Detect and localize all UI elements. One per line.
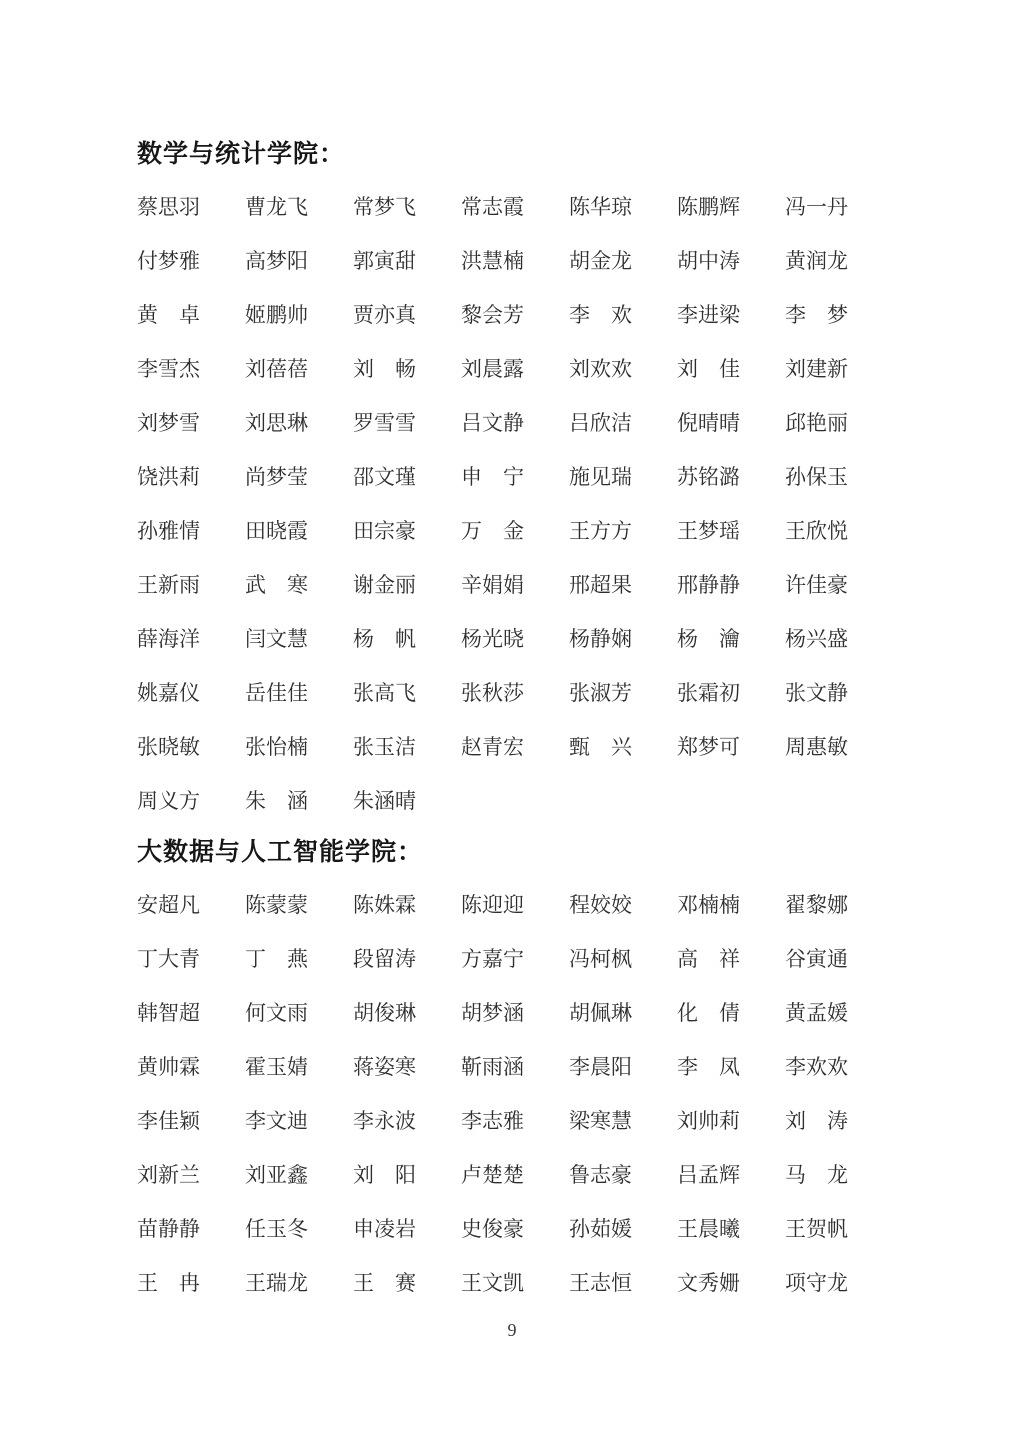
student-name: 饶洪莉 xyxy=(137,465,200,489)
student-name: 李雪杰 xyxy=(137,357,200,381)
student-name: 苏铭潞 xyxy=(677,465,740,489)
page-number: 9 xyxy=(507,1320,517,1340)
student-name: 冯柯枫 xyxy=(569,947,632,971)
student-name: 丁 燕 xyxy=(245,947,308,971)
student-name: 邢超果 xyxy=(569,573,632,597)
student-name: 翟黎娜 xyxy=(785,893,848,917)
student-name: 王文凯 xyxy=(461,1271,524,1295)
student-name: 申 宁 xyxy=(461,465,524,489)
student-name: 靳雨涵 xyxy=(461,1055,524,1079)
student-name: 任玉冬 xyxy=(245,1217,308,1241)
student-name: 王贺帆 xyxy=(785,1217,848,1241)
student-name: 孙保玉 xyxy=(785,465,848,489)
section-title-math-stats: 数学与统计学院： xyxy=(137,140,346,168)
student-name: 郑梦可 xyxy=(677,735,740,759)
student-name: 刘 阳 xyxy=(353,1163,416,1187)
student-name: 李欢欢 xyxy=(785,1055,848,1079)
student-name: 邢静静 xyxy=(677,573,740,597)
student-name: 孙雅情 xyxy=(137,519,200,543)
student-name: 陈蒙蒙 xyxy=(245,893,308,917)
student-name: 安超凡 xyxy=(137,893,200,917)
student-name: 张晓敏 xyxy=(137,735,200,759)
student-name: 刘 畅 xyxy=(353,357,416,381)
student-name: 苗静静 xyxy=(137,1217,200,1241)
student-name: 张文静 xyxy=(785,681,848,705)
student-name: 孙茹媛 xyxy=(569,1217,632,1241)
student-name: 杨兴盛 xyxy=(785,627,848,651)
student-name: 邱艳丽 xyxy=(785,411,848,435)
student-name: 刘帅莉 xyxy=(677,1109,740,1133)
student-name: 刘蓓蓓 xyxy=(245,357,308,381)
student-name: 胡梦涵 xyxy=(461,1001,524,1025)
student-name: 张玉洁 xyxy=(353,735,416,759)
student-name: 李志雅 xyxy=(461,1109,524,1133)
student-name: 胡中涛 xyxy=(677,249,740,273)
student-name: 项守龙 xyxy=(785,1271,848,1295)
student-name: 刘新兰 xyxy=(137,1163,200,1187)
student-name: 辛娟娟 xyxy=(461,573,524,597)
student-name: 申凌岩 xyxy=(353,1217,416,1241)
student-name: 吕文静 xyxy=(461,411,524,435)
student-name: 洪慧楠 xyxy=(461,249,524,273)
student-name: 胡俊琳 xyxy=(353,1001,416,1025)
student-name: 常志霞 xyxy=(461,195,524,219)
student-name: 李晨阳 xyxy=(569,1055,632,1079)
student-name: 薛海洋 xyxy=(137,627,200,651)
student-name: 周义方 xyxy=(137,789,200,813)
student-name: 黄孟媛 xyxy=(785,1001,848,1025)
student-name: 方嘉宁 xyxy=(461,947,524,971)
student-name: 吕孟辉 xyxy=(677,1163,740,1187)
student-name: 付梦雅 xyxy=(137,249,200,273)
student-name: 姚嘉仪 xyxy=(137,681,200,705)
student-name: 李 欢 xyxy=(569,303,632,327)
student-name: 岳佳佳 xyxy=(245,681,308,705)
student-name: 贾亦真 xyxy=(353,303,416,327)
student-name: 高 祥 xyxy=(677,947,740,971)
student-name: 邵文瑾 xyxy=(353,465,416,489)
student-name: 马 龙 xyxy=(785,1163,848,1187)
student-name: 李佳颖 xyxy=(137,1109,200,1133)
student-name: 杨 瀹 xyxy=(677,627,740,651)
student-name: 王新雨 xyxy=(137,573,200,597)
student-name: 朱 涵 xyxy=(245,789,308,813)
student-name: 杨光晓 xyxy=(461,627,524,651)
student-name: 王梦瑶 xyxy=(677,519,740,543)
student-name: 卢楚楚 xyxy=(461,1163,524,1187)
student-name: 许佳豪 xyxy=(785,573,848,597)
student-name: 文秀姗 xyxy=(677,1271,740,1295)
student-name: 张怡楠 xyxy=(245,735,308,759)
student-name: 谢金丽 xyxy=(353,573,416,597)
student-name: 周惠敏 xyxy=(785,735,848,759)
student-name: 霍玉婧 xyxy=(245,1055,308,1079)
student-name: 冯一丹 xyxy=(785,195,848,219)
student-name: 黎会芳 xyxy=(461,303,524,327)
student-name: 刘建新 xyxy=(785,357,848,381)
name-grid-bigdata-ai xyxy=(137,894,852,1294)
student-name: 李文迪 xyxy=(245,1109,308,1133)
student-name: 曹龙飞 xyxy=(245,195,308,219)
student-name: 田宗豪 xyxy=(353,519,416,543)
student-name: 杨静娴 xyxy=(569,627,632,651)
student-name: 刘 涛 xyxy=(785,1109,848,1133)
student-name: 梁寒慧 xyxy=(569,1109,632,1133)
student-name: 张秋莎 xyxy=(461,681,524,705)
student-name: 韩智超 xyxy=(137,1001,200,1025)
student-name: 丁大青 xyxy=(137,947,200,971)
student-name: 万 金 xyxy=(461,519,524,543)
student-name: 张高飞 xyxy=(353,681,416,705)
student-name: 姬鹏帅 xyxy=(245,303,308,327)
page-content xyxy=(137,140,852,1294)
student-name: 常梦飞 xyxy=(353,195,416,219)
student-name: 黄 卓 xyxy=(137,303,200,327)
student-name: 邓楠楠 xyxy=(677,893,740,917)
student-name: 王 冉 xyxy=(137,1271,200,1295)
student-name: 李进梁 xyxy=(677,303,740,327)
student-name: 陈华琼 xyxy=(569,195,632,219)
student-name: 王瑞龙 xyxy=(245,1271,308,1295)
student-name: 倪晴晴 xyxy=(677,411,740,435)
student-name: 武 寒 xyxy=(245,573,308,597)
student-name: 王方方 xyxy=(569,519,632,543)
section-title-bigdata-ai: 大数据与人工智能学院： xyxy=(137,838,424,866)
student-name: 蒋姿寒 xyxy=(353,1055,416,1079)
student-name: 吕欣洁 xyxy=(569,411,632,435)
student-name: 施见瑞 xyxy=(569,465,632,489)
student-name: 罗雪雪 xyxy=(353,411,416,435)
student-name: 甄 兴 xyxy=(569,735,632,759)
student-name: 高梦阳 xyxy=(245,249,308,273)
student-name: 史俊豪 xyxy=(461,1217,524,1241)
student-name: 李永波 xyxy=(353,1109,416,1133)
student-name: 李 梦 xyxy=(785,303,848,327)
student-name: 化 倩 xyxy=(677,1001,740,1025)
student-name: 田晓霞 xyxy=(245,519,308,543)
student-name: 王 赛 xyxy=(353,1271,416,1295)
student-name: 刘梦雪 xyxy=(137,411,200,435)
student-name: 朱涵晴 xyxy=(353,789,416,813)
student-name: 刘 佳 xyxy=(677,357,740,381)
student-name: 刘欢欢 xyxy=(569,357,632,381)
student-name: 郭寅甜 xyxy=(353,249,416,273)
student-name: 李 凤 xyxy=(677,1055,740,1079)
student-name: 胡佩琳 xyxy=(569,1001,632,1025)
student-name: 赵青宏 xyxy=(461,735,524,759)
student-name: 杨 帆 xyxy=(353,627,416,651)
student-name: 何文雨 xyxy=(245,1001,308,1025)
student-name: 陈鹏辉 xyxy=(677,195,740,219)
student-name: 胡金龙 xyxy=(569,249,632,273)
student-name: 张霜初 xyxy=(677,681,740,705)
student-name: 王欣悦 xyxy=(785,519,848,543)
student-name: 程姣姣 xyxy=(569,893,632,917)
student-name: 王志恒 xyxy=(569,1271,632,1295)
student-name: 闫文慧 xyxy=(245,627,308,651)
student-name: 黄帅霖 xyxy=(137,1055,200,1079)
student-name: 尚梦莹 xyxy=(245,465,308,489)
student-name: 谷寅通 xyxy=(785,947,848,971)
student-name: 刘思琳 xyxy=(245,411,308,435)
student-name: 刘亚鑫 xyxy=(245,1163,308,1187)
student-name: 陈姝霖 xyxy=(353,893,416,917)
student-name: 蔡思羽 xyxy=(137,195,200,219)
student-name: 陈迎迎 xyxy=(461,893,524,917)
student-name: 张淑芳 xyxy=(569,681,632,705)
student-name: 黄润龙 xyxy=(785,249,848,273)
student-name: 刘晨露 xyxy=(461,357,524,381)
student-name: 鲁志豪 xyxy=(569,1163,632,1187)
name-grid-math-stats xyxy=(137,196,852,812)
student-name: 王晨曦 xyxy=(677,1217,740,1241)
student-name: 段留涛 xyxy=(353,947,416,971)
